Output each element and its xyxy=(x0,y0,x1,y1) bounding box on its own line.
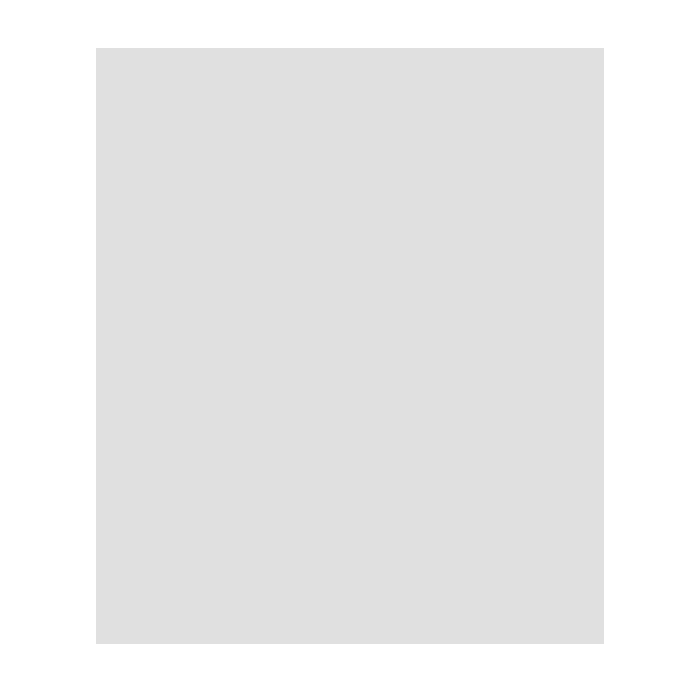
content-block xyxy=(96,48,604,644)
